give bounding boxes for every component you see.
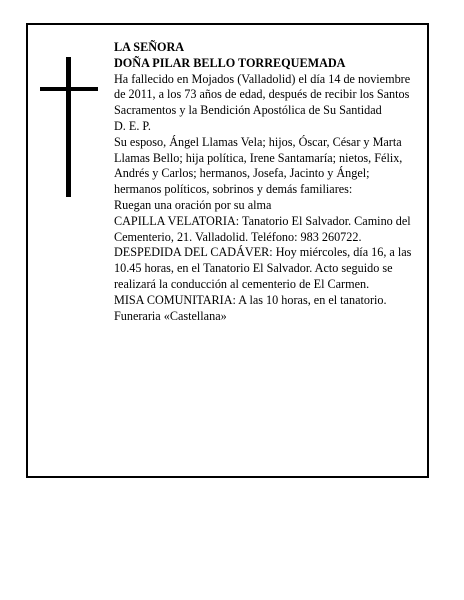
wake-chapel-info: CAPILLA VELATORIA: Tanatorio El Salvador. Camino del Cementerio, 21. Valladolid. Teléfono: 983 260722. — [114, 213, 411, 244]
prayer-request: Ruegan una oración por su alma — [114, 197, 272, 212]
family-list: Su esposo, Ángel Llamas Vela; hijos, Óscar, César y Marta Llamas Bello; hija política, Irene Santamaría; nietos, Félix, Andrés y Carlos; hermanos, Josefa, Jacinto y Ángel; hermanos políticos, sobrinos y demás familiares: — [114, 134, 403, 197]
heading-line-1: LA SEÑORA — [114, 40, 185, 54]
cross-icon — [40, 57, 98, 197]
rip-line: D. E. P. — [114, 118, 151, 133]
obituary-text — [114, 40, 414, 324]
community-mass-info: MISA COMUNITARIA: A las 10 horas, en el tanatorio. — [114, 292, 387, 307]
death-announcement: Ha fallecido en Mojados (Valladolid) el día 14 de noviembre de 2011, a los 73 años de edad, después de recibir los Santos Sacramentos y la Bendición Apostólica de Su Santidad — [114, 71, 411, 118]
deceased-name: DOÑA PILAR BELLO TORREQUEMADA — [114, 55, 346, 70]
cross-horizontal-bar — [40, 87, 98, 91]
cross-vertical-bar — [66, 57, 71, 197]
farewell-info: DESPEDIDA DEL CADÁVER: Hoy miércoles, día 16, a las 10.45 horas, en el Tanatorio El Salvador. Acto seguido se realizará la conducción al cementerio de El Carmen. — [114, 245, 412, 291]
funeral-home: Funeraria «Castellana» — [114, 308, 227, 323]
